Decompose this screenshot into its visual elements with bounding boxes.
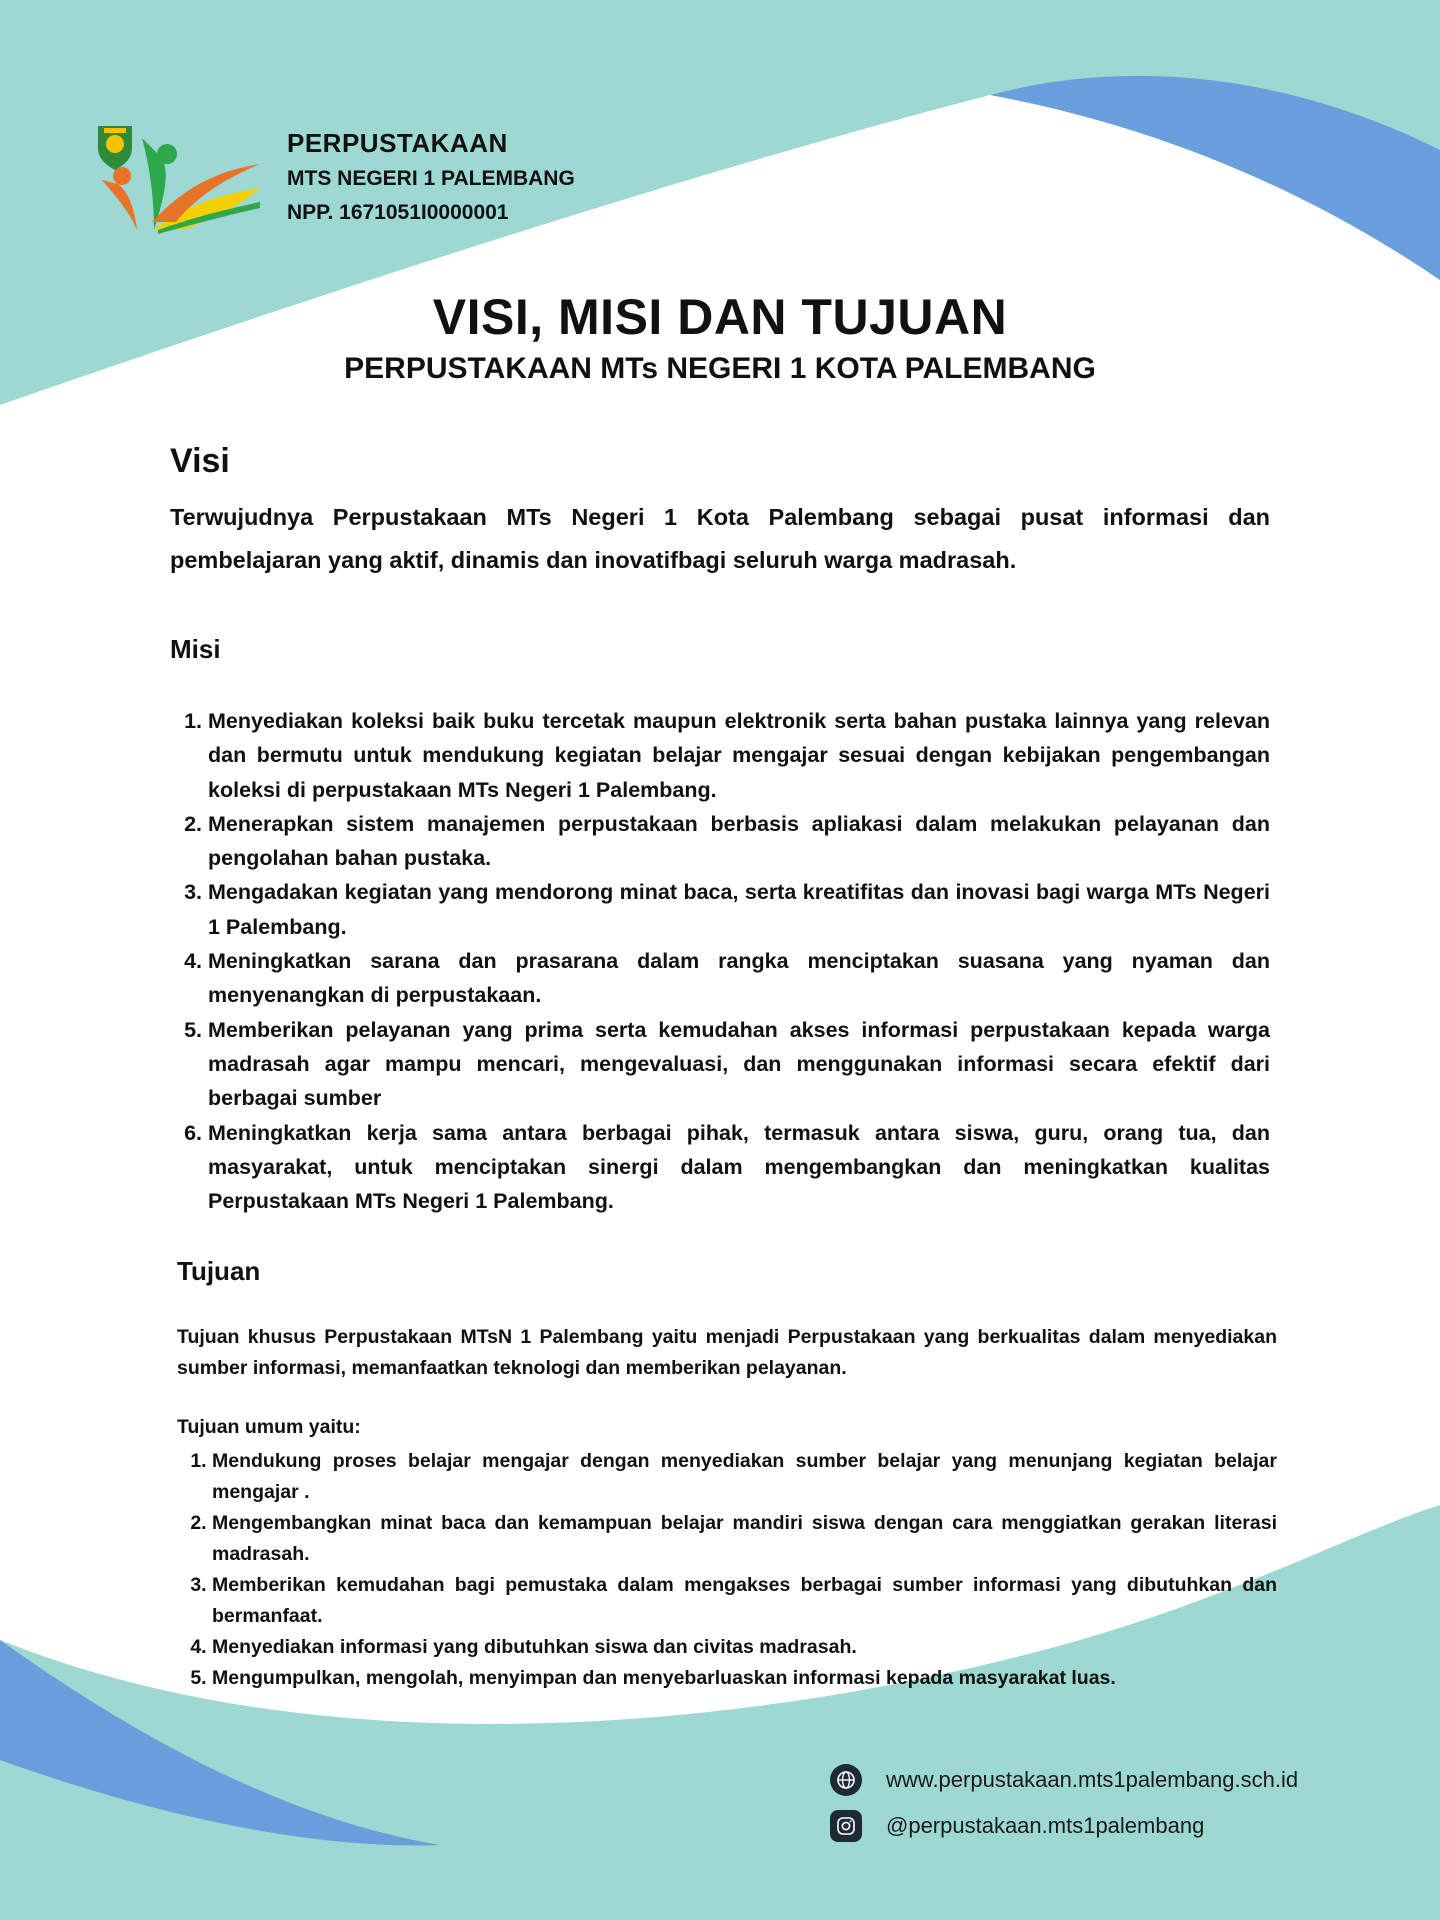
tujuan-item: 5. Mengumpulkan, mengolah, menyimpan dan menyebarluaskan informasi kepada masyarakat luas. — [212, 1663, 1277, 1694]
misi-item: 4. Meningkatkan sarana dan prasarana dalam rangka menciptakan suasana yang nyaman dan menyenangkan di perpustakaan. — [208, 944, 1270, 1013]
visi-text: Terwujudnya Perpustakaan MTs Negeri 1 Kota Palembang sebagai pusat informasi dan pembelajaran yang aktif, dinamis dan inovatifbagi seluruh warga madrasah. — [170, 504, 1270, 573]
tujuan-umum-label: Tujuan umum yaitu: — [177, 1416, 361, 1438]
misi-item: 3. Mengadakan kegiatan yang mendorong minat baca, serta kreatifitas dan inovasi bagi warga MTs Negeri 1 Palembang. — [208, 875, 1270, 944]
instagram-icon — [830, 1810, 862, 1842]
book-icon — [152, 164, 260, 234]
organization-name: PERPUSTAKAAN — [287, 128, 508, 158]
school-emblem-icon — [98, 126, 132, 170]
page-subtitle: PERPUSTAKAAN MTs NEGERI 1 KOTA PALEMBANG — [344, 352, 1096, 385]
tujuan-item: 3. Memberikan kemudahan bagi pemustaka dalam mengakses berbagai sumber informasi yang dibutuhkan dan bermanfaat. — [212, 1570, 1277, 1632]
tujuan-item: 4. Menyediakan informasi yang dibutuhkan siswa dan civitas madrasah. — [212, 1632, 1277, 1663]
tujuan-item: 2. Mengembangkan minat baca dan kemampuan belajar mandiri siswa dengan cara menggiatkan gerakan literasi madrasah. — [212, 1508, 1277, 1570]
website-url[interactable]: www.perpustakaan.mts1palembang.sch.id — [886, 1767, 1299, 1792]
misi-list — [170, 704, 1270, 1218]
library-logo — [92, 118, 262, 238]
tujuan-umum-list — [177, 1446, 1277, 1694]
misi-item: 6. Meningkatkan kerja sama antara berbagai pihak, termasuk antara siswa, guru, orang tua, dan masyarakat, untuk menciptakan sinergi dalam mengembangkan dan meningkatkan kualitas Perpustakaan MTs Negeri 1 Palembang. — [208, 1116, 1270, 1219]
misi-heading: Misi — [170, 634, 221, 664]
globe-icon — [830, 1764, 862, 1796]
instagram-contact[interactable] — [830, 1810, 1204, 1842]
page-title: VISI, MISI DAN TUJUAN — [432, 289, 1008, 345]
misi-item: 2. Menerapkan sistem manajemen perpustakaan berbasis apliakasi dalam melakukan pelayanan dan pengolahan bahan pustaka. — [208, 807, 1270, 876]
website-contact[interactable] — [830, 1764, 1298, 1796]
tujuan-item: 1. Mendukung proses belajar mengajar dengan menyediakan sumber belajar yang menunjang kegiatan belajar mengajar . — [212, 1446, 1277, 1508]
instagram-handle[interactable]: @perpustakaan.mts1palembang — [886, 1813, 1205, 1838]
misi-item: 5. Memberikan pelayanan yang prima serta kemudahan akses informasi perpustakaan kepada warga madrasah agar mampu mencari, mengevaluasi, dan menggunakan informasi secara efektif dari berbagai sumber — [208, 1013, 1270, 1116]
visi-heading: Visi — [170, 442, 230, 480]
npp-number: NPP. 1671051I0000001 — [287, 201, 509, 224]
tujuan-khusus-text: Tujuan khusus Perpustakaan MTsN 1 Palembang yaitu menjadi Perpustakaan yang berkualitas dalam menyediakan sumber informasi, memanfaatkan teknologi dan memberikan pelayanan. — [177, 1326, 1277, 1379]
misi-item: 1. Menyediakan koleksi baik buku tercetak maupun elektronik serta bahan pustaka lainnya yang relevan dan bermutu untuk mendukung kegiatan belajar mengajar sesuai dengan kebijakan pengembangan koleksi di perpustakaan MTs Negeri 1 Palembang. — [208, 704, 1270, 807]
organization-block — [287, 124, 575, 230]
school-name: MTS NEGERI 1 PALEMBANG — [287, 167, 575, 190]
tujuan-heading: Tujuan — [177, 1256, 261, 1286]
